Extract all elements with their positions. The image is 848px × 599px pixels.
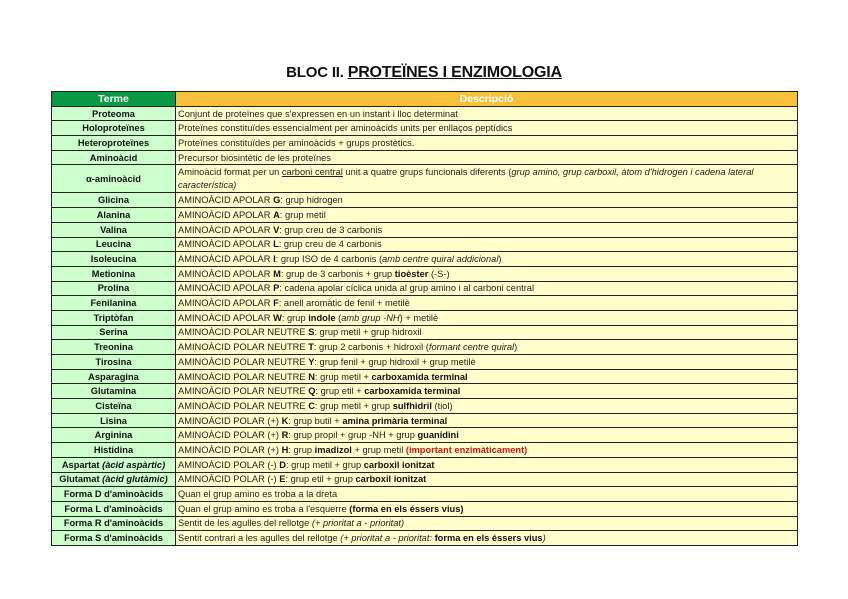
term-cell: [52, 428, 176, 443]
description-cell-text: Aminoàcid format per un: [178, 166, 282, 177]
description-cell-text: + grup metil: [351, 444, 406, 455]
table-header-row: [52, 92, 798, 107]
term-cell: [52, 457, 176, 472]
term-cell-text: Serina: [99, 327, 128, 338]
description-cell-text: : grup metil + grup hidroxil: [314, 327, 422, 338]
term-cell: [52, 193, 176, 208]
title-main: PROTEÏNES I ENZIMOLOGIA: [347, 64, 562, 81]
description-cell-text: AMINOÀCID APOLAR: [178, 312, 274, 323]
description-cell-text: (forma en els éssers vius): [349, 503, 464, 514]
table-row: [52, 369, 798, 384]
description-cell-text: : grup creu de 4 carbonis: [278, 239, 382, 250]
description-cell: [176, 252, 798, 267]
description-cell-text: AMINOÀCID APOLAR: [178, 239, 274, 250]
description-cell-text: AMINOÀCID APOLAR: [178, 209, 274, 220]
term-cell-text: Tirosina: [95, 356, 132, 367]
description-cell-text: E: [279, 474, 286, 485]
description-cell: [176, 443, 798, 458]
table-row: [52, 310, 798, 325]
term-cell-text: (àcid aspàrtic): [102, 459, 166, 470]
term-cell-text: (àcid glutàmic): [102, 474, 168, 485]
table-row: [52, 340, 798, 355]
term-cell: [52, 208, 176, 223]
term-cell-text: Forma L d'aminoàcids: [64, 503, 163, 514]
description-cell-text: tioèster: [394, 268, 429, 279]
table-row: [52, 487, 798, 502]
description-cell-text: AMINOÀCID APOLAR: [178, 195, 274, 206]
term-cell-text: Lisina: [100, 415, 127, 426]
term-cell: [52, 501, 176, 516]
description-cell-text: M: [273, 268, 281, 279]
description-cell-text: F: [273, 298, 279, 309]
term-cell-text: Prolina: [97, 283, 130, 294]
description-cell-text: amb grup -NH: [341, 312, 400, 323]
term-cell: [52, 266, 176, 281]
term-cell: [52, 106, 176, 121]
term-cell-text: Glutamina: [90, 386, 137, 397]
description-cell: [176, 222, 798, 237]
description-cell-text: amina primària terminal: [342, 415, 448, 426]
description-cell: [176, 531, 798, 546]
term-cell-text: Forma D d'aminoàcids: [63, 489, 164, 500]
table-row: [52, 399, 798, 414]
page-title: [0, 64, 848, 82]
description-cell: [176, 487, 798, 502]
term-cell-text: Fenilanina: [90, 298, 137, 309]
term-cell: [52, 296, 176, 311]
table-row: [52, 193, 798, 208]
table-row: [52, 150, 798, 165]
description-cell-text: amb centre quiral addicional: [382, 254, 499, 265]
description-cell-text: Conjunt de proteïnes que s'expressen en un instant i lloc determinat: [178, 108, 458, 119]
description-cell-text: : grup: [281, 312, 309, 323]
term-cell: [52, 121, 176, 136]
description-cell-text: AMINOÀCID POLAR (+): [178, 415, 282, 426]
table-row: [52, 443, 798, 458]
description-cell: [176, 399, 798, 414]
description-cell-text: guanidini: [417, 430, 459, 441]
description-cell-text: AMINOÀCID APOLAR: [178, 224, 274, 235]
term-cell-text: Proteoma: [92, 108, 135, 119]
term-cell: [52, 399, 176, 414]
term-cell: [52, 413, 176, 428]
description-cell: [176, 208, 798, 223]
description-cell-text: ): [542, 533, 546, 544]
description-cell-text: : anell aromàtic de fenil + metilè: [278, 298, 410, 309]
term-cell-text: Aspartat: [61, 459, 103, 470]
term-cell-text: Valina: [100, 224, 127, 235]
description-cell-text: ): [498, 254, 502, 265]
term-cell-text: Isoleucina: [90, 254, 137, 265]
description-cell: [176, 472, 798, 487]
description-cell-text: : grup 2 carbonis + hidroxil (: [313, 342, 429, 353]
description-cell-text: AMINOÀCID APOLAR: [178, 268, 274, 279]
description-cell-text: AMINOÀCID POLAR (-): [178, 459, 280, 470]
description-cell-text: AMINOÀCID APOLAR: [178, 283, 274, 294]
term-cell: [52, 487, 176, 502]
description-cell: [176, 384, 798, 399]
description-cell: [176, 340, 798, 355]
term-cell: [52, 340, 176, 355]
description-cell-text: AMINOÀCID APOLAR: [178, 298, 274, 309]
term-cell: [52, 252, 176, 267]
description-cell-text: indole: [308, 312, 336, 323]
description-cell-text: ): [514, 342, 518, 353]
description-cell-text: formant centre quiral: [428, 342, 515, 353]
description-cell-text: : grup etil + grup: [285, 474, 356, 485]
term-cell-text: Treonina: [94, 342, 133, 353]
description-cell: [176, 237, 798, 252]
table-row: [52, 106, 798, 121]
term-cell-text: Leucina: [95, 239, 132, 250]
description-cell-text: AMINOÀCID POLAR NEUTRE: [178, 356, 309, 367]
description-cell-text: (+ prioritat a - prioritat:: [340, 533, 435, 544]
description-cell-text: L: [273, 239, 279, 250]
term-cell-text: Glicina: [97, 195, 129, 206]
description-cell-text: Sentit contrari a les agulles del rellotge: [178, 533, 341, 544]
term-cell-text: Forma R d'aminoàcids: [63, 518, 164, 529]
glossary-table: [51, 91, 798, 546]
description-cell-text: : grup creu de 3 carbonis: [279, 224, 383, 235]
description-cell: [176, 296, 798, 311]
table-row: [52, 384, 798, 399]
description-cell-text: carboni central: [281, 166, 343, 177]
table-row: [52, 472, 798, 487]
description-cell-text: carboxil ionitzat: [355, 474, 427, 485]
description-cell: [176, 281, 798, 296]
description-cell: [176, 369, 798, 384]
description-cell-text: AMINOÀCID POLAR NEUTRE: [178, 386, 309, 397]
term-cell: [52, 472, 176, 487]
term-cell-text: Asparagina: [88, 371, 139, 382]
term-cell: [52, 237, 176, 252]
term-cell: [52, 222, 176, 237]
term-cell: [52, 136, 176, 151]
title-prefix: BLOC II.: [286, 64, 348, 81]
description-cell-text: : grup: [288, 444, 315, 455]
description-cell: [176, 516, 798, 531]
description-cell: [176, 501, 798, 516]
description-cell-text: R: [281, 430, 289, 441]
description-cell-text: C: [308, 400, 315, 411]
table-row: [52, 281, 798, 296]
description-cell-text: AMINOÀCID POLAR NEUTRE: [178, 342, 309, 353]
description-cell: [176, 150, 798, 165]
description-cell-text: AMINOÀCID APOLAR: [178, 254, 274, 265]
description-cell-text: sulfhidril: [392, 400, 432, 411]
table-row: [52, 266, 798, 281]
term-cell: [52, 281, 176, 296]
term-cell: [52, 325, 176, 340]
description-cell-text: : grup metil +: [314, 371, 372, 382]
description-cell-text: AMINOÀCID POLAR NEUTRE: [178, 400, 309, 411]
term-cell: [52, 531, 176, 546]
description-cell: [176, 136, 798, 151]
description-cell: [176, 266, 798, 281]
table-row: [52, 252, 798, 267]
description-cell-text: : grup fenil + grup hidroxil + grup metilè: [314, 356, 476, 367]
description-cell-text: carboxamida terminal: [371, 371, 468, 382]
description-cell-text: : cadena apolar cíclica unida al grup amino i al carboni central: [279, 283, 535, 294]
term-cell: [52, 369, 176, 384]
description-cell-text: : grup metil: [279, 209, 326, 220]
term-cell-text: Holoproteïnes: [82, 123, 145, 134]
description-cell-text: N: [308, 371, 315, 382]
table-row: [52, 355, 798, 370]
description-cell-text: Proteïnes constituïdes per aminoàcids + grups prostètics.: [178, 137, 415, 148]
term-cell-text: Alanina: [96, 209, 131, 220]
description-cell: [176, 457, 798, 472]
table-row: [52, 531, 798, 546]
term-cell-text: Histidina: [93, 444, 134, 455]
description-cell-text: AMINOÀCID POLAR (+): [178, 444, 282, 455]
description-cell-text: : grup propil + grup -NH + grup: [288, 430, 418, 441]
description-cell-text: S: [308, 327, 315, 338]
description-cell-text: AMINOÀCID POLAR (-): [178, 474, 280, 485]
description-cell-text: Quan el grup amino es troba a la dreta: [178, 489, 338, 500]
term-cell-text: α-aminoàcid: [86, 173, 141, 184]
term-cell-text: Aminoàcid: [89, 152, 138, 163]
description-cell-text: AMINOÀCID POLAR NEUTRE: [178, 327, 309, 338]
description-cell-text: Quan el grup amino es troba a l'esquerre: [178, 503, 350, 514]
description-cell-text: G: [273, 195, 281, 206]
description-cell-text: (important enzimàticament): [405, 444, 528, 455]
description-cell-text: AMINOÀCID POLAR (+): [178, 430, 282, 441]
description-cell-text: (: [335, 312, 342, 323]
description-cell: [176, 413, 798, 428]
term-cell-text: Arginina: [94, 430, 133, 441]
description-cell-text: : grup de 3 carbonis + grup: [280, 268, 395, 279]
description-cell-text: P: [273, 283, 280, 294]
term-cell-text: Heteroproteïnes: [77, 137, 150, 148]
description-cell-text: grup amino, grup carboxil, àtom d'hidrogen i cadena lateral característica): [178, 166, 754, 190]
description-cell-text: I: [273, 254, 276, 265]
table-row: [52, 222, 798, 237]
description-cell-text: : grup metil + grup: [285, 459, 364, 470]
description-cell: [176, 355, 798, 370]
table-row: [52, 237, 798, 252]
table-row: [52, 121, 798, 136]
description-cell-text: (-S-): [428, 268, 450, 279]
table-row: [52, 413, 798, 428]
term-cell: [52, 165, 176, 193]
description-cell-text: carboxil ionitzat: [363, 459, 435, 470]
description-cell-text: : grup ISO de 4 carbonis (: [275, 254, 383, 265]
term-cell: [52, 516, 176, 531]
description-cell-text: : grup hidrogen: [280, 195, 343, 206]
term-cell-text: Cisteïna: [95, 400, 132, 411]
table-row: [52, 165, 798, 193]
description-cell: [176, 193, 798, 208]
table-row: [52, 325, 798, 340]
description-cell-text: unit a quatre grups funcionals diferents (: [342, 166, 512, 177]
description-cell-text: carboxamida terminal: [364, 386, 461, 397]
term-cell-text: Glutamat: [59, 474, 103, 485]
table-row: [52, 516, 798, 531]
term-cell-text: Triptòfan: [93, 312, 134, 323]
term-cell: [52, 150, 176, 165]
term-cell: [52, 443, 176, 458]
description-cell-text: Sentit de les agulles del rellotge: [178, 518, 312, 529]
table-body: [52, 106, 798, 545]
description-cell: [176, 428, 798, 443]
description-cell-text: (+ prioritat a - prioritat): [311, 518, 405, 529]
description-cell-text: imadizol: [314, 444, 352, 455]
description-cell: [176, 165, 798, 193]
description-cell-text: : grup butil +: [288, 415, 343, 426]
term-cell-text: Metionina: [91, 268, 136, 279]
table-row: [52, 501, 798, 516]
description-cell-text: (tiol): [431, 400, 453, 411]
description-cell-text: : grup etil +: [315, 386, 365, 397]
description-cell-text: AMINOÀCID POLAR NEUTRE: [178, 371, 309, 382]
description-cell-text: Proteïnes constituïdes essencialment per aminoàcids units per enllaços peptídics: [178, 123, 513, 134]
term-cell-text: Forma S d'aminoàcids: [64, 533, 163, 544]
term-cell: [52, 310, 176, 325]
description-cell-text: Precursor biosintètic de les proteïnes: [178, 152, 331, 163]
term-cell: [52, 384, 176, 399]
description-cell: [176, 106, 798, 121]
description-cell-text: A: [273, 209, 280, 220]
table-row: [52, 457, 798, 472]
description-cell-text: Q: [308, 386, 316, 397]
table-row: [52, 296, 798, 311]
description-cell: [176, 325, 798, 340]
description-cell-text: K: [281, 415, 289, 426]
table-row: [52, 428, 798, 443]
table-row: [52, 208, 798, 223]
description-cell: [176, 310, 798, 325]
description-cell-text: Y: [308, 356, 315, 367]
description-cell-text: V: [273, 224, 280, 235]
description-cell-text: forma en els éssers vius: [434, 533, 543, 544]
description-cell-text: H: [281, 444, 289, 455]
table-row: [52, 136, 798, 151]
description-cell-text: D: [279, 459, 286, 470]
description-cell-text: W: [273, 312, 282, 323]
description-cell: [176, 121, 798, 136]
term-cell: [52, 355, 176, 370]
description-cell-text: : grup metil + grup: [314, 400, 393, 411]
description-cell-text: ) + metilè: [399, 312, 439, 323]
column-header-term: Terme: [52, 92, 176, 107]
column-header-description: Descripció: [176, 92, 798, 107]
description-cell-text: T: [308, 342, 314, 353]
